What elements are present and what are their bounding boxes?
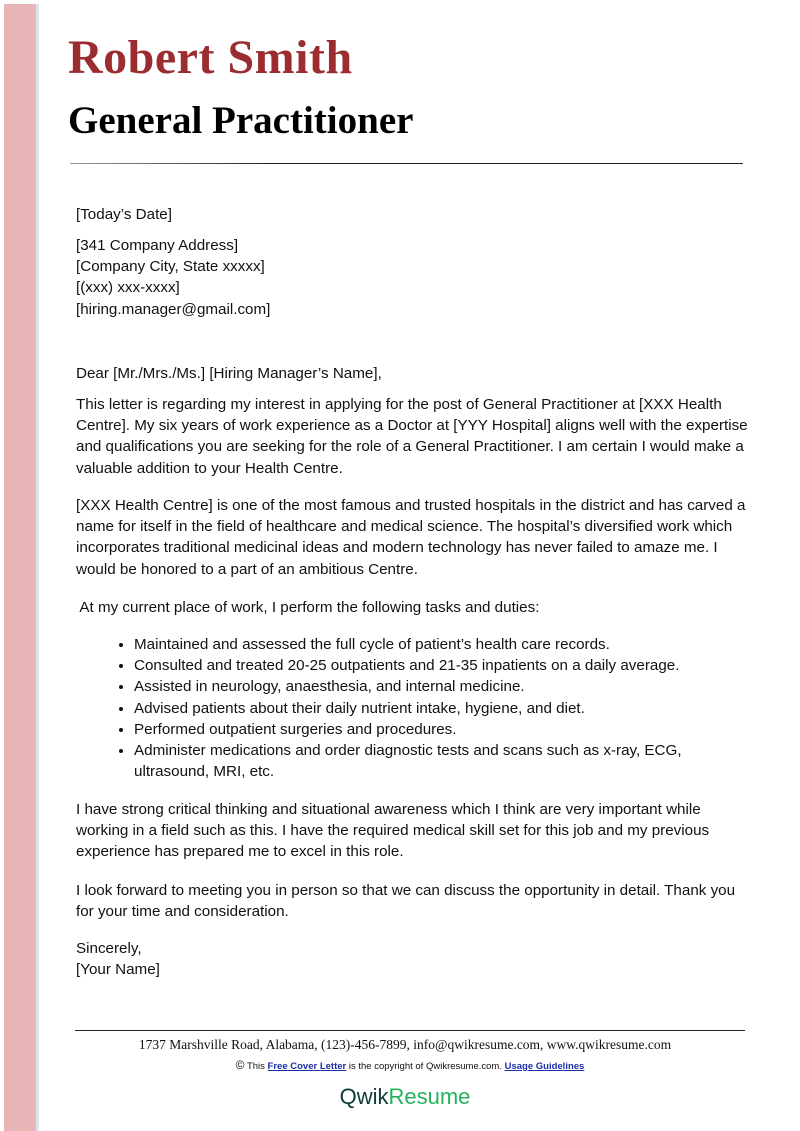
list-item: • Advised patients about their daily nutrient intake, hygiene, and diet. <box>134 698 748 719</box>
salutation: Dear [Mr./Mrs./Ms.] [Hiring Manager’s Name], <box>76 365 382 382</box>
free-cover-letter-link[interactable]: Free Cover Letter <box>267 1061 347 1072</box>
copyright-text: This <box>244 1061 268 1072</box>
address-line: [hiring.manager@gmail.com] <box>76 300 271 318</box>
usage-guidelines-link[interactable]: Usage Guidelines <box>504 1061 585 1072</box>
recipient-address <box>76 235 748 320</box>
duties-list <box>76 634 748 782</box>
list-item: • Maintained and assessed the full cycle of patient’s health care records. <box>134 634 748 655</box>
copyright-notice <box>0 1058 800 1072</box>
list-item: • Administer medications and order diagnostic tests and scans such as x-ray, ECG, ultrasound, MRI, etc. <box>134 740 748 782</box>
logo-part: Qwik <box>339 1084 389 1109</box>
list-item: • Assisted in neurology, anaesthesia, and internal medicine. <box>134 676 748 697</box>
logo-part: Resume <box>388 1084 471 1109</box>
address-line: [341 Company Address] <box>76 237 239 254</box>
paragraph-skills: I have strong critical thinking and situational awareness which I think are very important while working in a field such as this. I have the required medical skill set for this job and my previous experience has prepared me to excel in this role. <box>76 801 710 861</box>
list-item: • Performed outpatient surgeries and procedures. <box>134 719 748 740</box>
decorative-sidebar <box>4 4 39 1131</box>
qwikresume-logo <box>0 1084 800 1110</box>
header-divider <box>70 163 743 164</box>
signoff: Sincerely, <box>76 940 142 957</box>
paragraph-intro: This letter is regarding my interest in applying for the post of General Practitioner at [XXX Health Centre]. My six years of work experience as a Doctor at [YYY Hospital] aligns well with the expertise and qualifications you are seeking for the role of a General Practitioner. I am certain I would make a valuable addition to your Health Centre. <box>76 396 748 477</box>
paragraph-closing: I look forward to meeting you in person so that we can discuss the opportunity in detail. Thank you for your time and consideration. <box>76 882 736 921</box>
address-line: [(xxx) xxx-xxxx] <box>76 279 180 297</box>
copyright-text: is the copyright of Qwikresume.com. <box>346 1061 505 1072</box>
signoff-block <box>76 938 748 980</box>
signature: [Your Name] <box>76 961 160 979</box>
copyright-icon: © <box>235 1058 245 1072</box>
job-title: General Practitioner <box>68 99 414 142</box>
footer-divider <box>75 1030 745 1031</box>
address-line: [Company City, State xxxxx] <box>76 258 265 276</box>
list-item: • Consulted and treated 20-25 outpatients and 21-35 inpatients on a daily average. <box>134 655 748 676</box>
date: [Today’s Date] <box>76 206 172 223</box>
paragraph-company: [XXX Health Centre] is one of the most famous and trusted hospitals in the district and has carved a name for itself in the field of healthcare and medical science. The hospital’s diversified work which incorporates traditional medicinal ideas and modern technology has never failed to amaze me. I would be honored to a part of an ambitious Centre. <box>76 497 746 578</box>
applicant-name: Robert Smith <box>68 31 353 84</box>
footer-contact: 1737 Marshville Road, Alabama, (123)-456-7899, info@qwikresume.com, www.qwikresume.com <box>138 1037 672 1052</box>
paragraph-duties-intro: At my current place of work, I perform the following tasks and duties: <box>76 599 540 616</box>
